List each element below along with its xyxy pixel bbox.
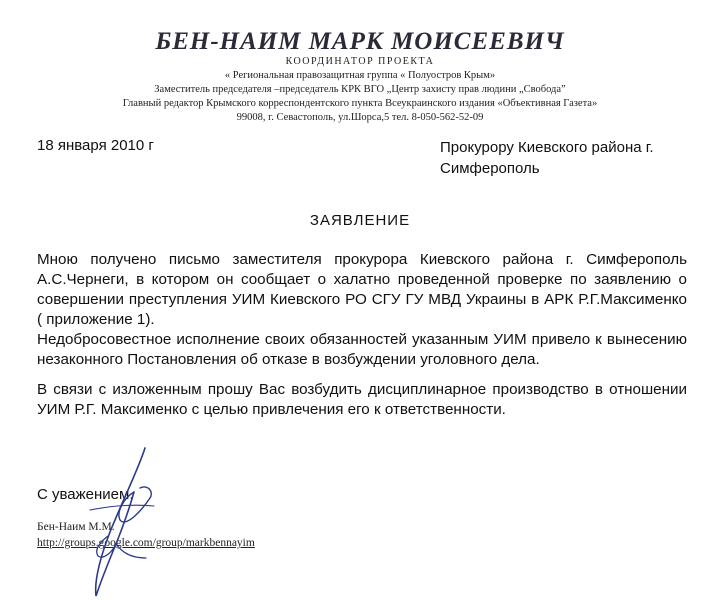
addressee — [440, 137, 654, 179]
letterhead-name: БЕН-НАИМ МАРК МОИСЕЕВИЧ — [155, 28, 565, 55]
letterhead-organization: « Региональная правозащитная группа « Полуостров Крым» — [224, 70, 496, 81]
body-paragraph-2: Недобросовестное исполнение своих обязанностей указанным УИМ привело к вынесению незаконного Постановления об отказе в возбуждении уголовного дела. — [37, 331, 687, 368]
addressee-line-1: Прокурору Киевского района г. — [440, 139, 654, 156]
closing: С уважением, — [37, 486, 134, 503]
body-paragraph-1: Мною получено письмо заместителя прокурора Киевского района г. Симферополь А.С.Чернеги, в котором он сообщает о халатно проведенной проверке по заявлению о совершении преступления УИМ Киевского РО СГУ ГУ МВД Украины в АРК Р.Г.Максименко ( приложение 1). — [37, 251, 687, 328]
signatory-url-link[interactable]: http://groups.google.com/group/markbennayim — [37, 537, 255, 549]
document-title: ЗАЯВЛЕНИЕ — [309, 212, 411, 229]
letterhead-address: 99008, г. Севастополь, ул.Шорса,5 тел. 8-050-562-52-09 — [236, 112, 484, 123]
body-paragraph-3: В связи с изложенным прошу Вас возбудить дисциплинарное производство в отношении УИМ Р.Г. Максименко с целью привлечения его к ответственности. — [37, 381, 687, 418]
handwritten-signature — [50, 440, 240, 600]
letter-date: 18 января 2010 г — [37, 137, 154, 154]
letterhead-deputy-position: Заместитель председателя –председатель КРК ВГО „Центр захисту прав людини „Свобода” — [154, 84, 566, 95]
letter-request — [37, 380, 687, 420]
signature-stroke-loop — [119, 487, 151, 522]
addressee-line-2: Симферополь — [440, 160, 540, 177]
signatory-name: Бен-Наим М.М. — [37, 521, 115, 533]
signature-stroke-main — [96, 448, 145, 596]
letter-body — [37, 250, 687, 370]
letterhead-role: КООРДИНАТОР ПРОЕКТА — [285, 56, 435, 67]
letterhead-editor-position: Главный редактор Крымского корреспондентского пункта Всеукраинского издания «Объективная Газета» — [122, 98, 598, 109]
